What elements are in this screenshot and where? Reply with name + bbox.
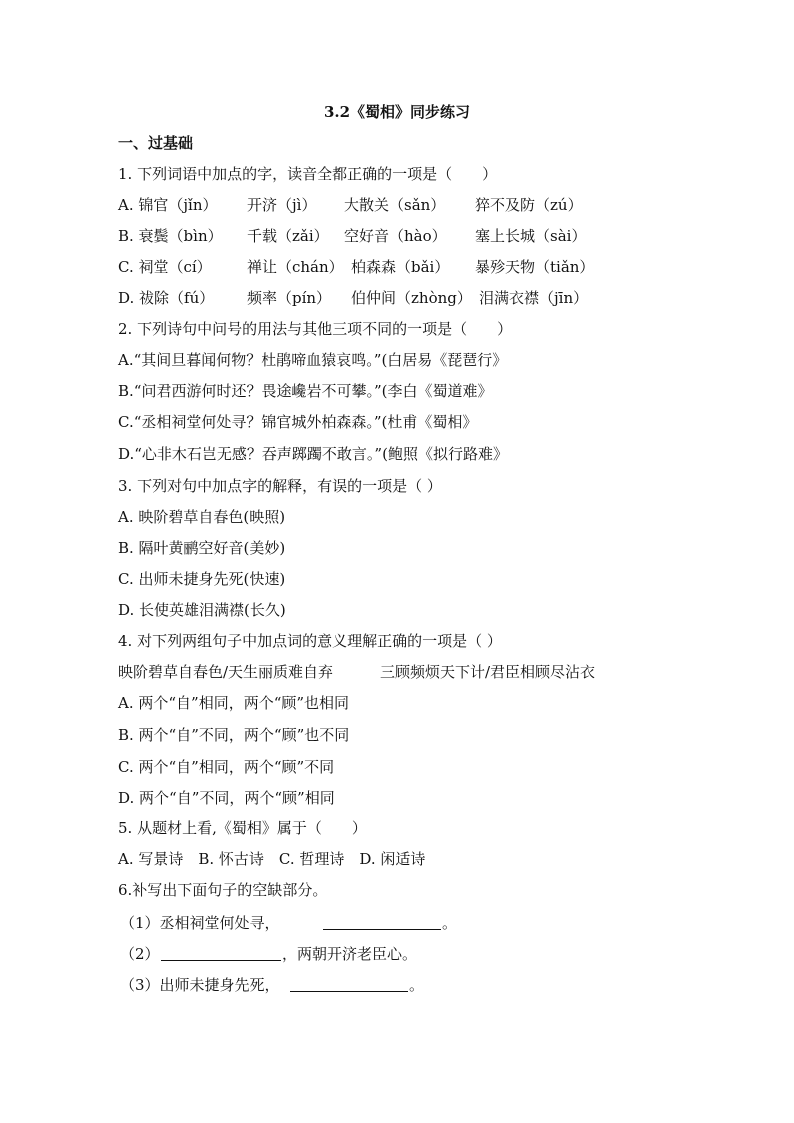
- question-3-option-d: D. 长使英雄泪满襟(长久): [118, 601, 286, 619]
- option-a-word-1: A. 锦官（jǐn）: [118, 196, 218, 214]
- option-b-word-2: 千载（zǎi）: [247, 227, 329, 245]
- option-c-word-4: 暴殄天物（tiǎn）: [475, 258, 595, 276]
- option-c-word-2: 禅让（chán）: [247, 258, 344, 276]
- question-1-stem: 1. 下列词语中加点的字，读音全都正确的一项是（ ）: [118, 165, 498, 183]
- question-4-option-b: B. 两个“自”不同，两个“顾”也不同: [118, 726, 350, 744]
- question-4-group-1: 映阶碧草自春色/天生丽质难自弃: [118, 663, 334, 681]
- fill-in-item-2-prefix: （2）: [120, 945, 160, 963]
- question-4-group-2: 三顾频烦天下计/君臣相顾尽沾衣: [380, 663, 596, 681]
- section-heading: 一、过基础: [118, 134, 194, 152]
- fill-in-blank-2[interactable]: [161, 946, 281, 961]
- option-c-word-1: C. 祠堂（cí）: [118, 258, 212, 276]
- question-4-option-c: C. 两个“自”相同，两个“顾”不同: [118, 758, 335, 776]
- question-3-stem: 3. 下列对句中加点字的解释，有误的一项是（ ）: [118, 477, 442, 495]
- page-title: 3.2《蜀相》同步练习: [323, 103, 471, 121]
- question-4-option-d: D. 两个“自”不同，两个“顾”相同: [118, 789, 335, 807]
- option-a-word-3: 大散关（sǎn）: [344, 196, 446, 214]
- question-3-option-a: A. 映阶碧草自春色(映照): [118, 508, 286, 526]
- option-d-word-4: 泪满衣襟（jīn）: [479, 289, 589, 307]
- option-b-word-4: 塞上长城（sài）: [475, 227, 587, 245]
- fill-in-item-3-suffix: 。: [409, 976, 425, 994]
- question-5-options: A. 写景诗 B. 怀古诗 C. 哲理诗 D. 闲适诗: [118, 850, 426, 868]
- question-5-stem: 5. 从题材上看,《蜀相》属于（ ）: [118, 819, 367, 837]
- question-6-stem: 6.补写出下面句子的空缺部分。: [118, 881, 328, 899]
- option-b-word-3: 空好音（hào）: [344, 227, 447, 245]
- option-b-word-1: B. 衰鬓（bìn）: [118, 227, 223, 245]
- option-d-word-2: 频率（pín）: [247, 289, 332, 307]
- question-2-option-b: B.“问君西游何时还？畏途巉岩不可攀。”(李白《蜀道难》: [118, 382, 493, 400]
- fill-in-blank-3[interactable]: [290, 977, 408, 992]
- option-d-word-1: D. 祓除（fú）: [118, 289, 215, 307]
- fill-in-item-3-prefix: （3）出师未捷身先死，: [120, 976, 280, 994]
- fill-in-item-1-suffix: 。: [442, 914, 458, 932]
- question-3-option-b: B. 隔叶黄鹂空好音(美妙): [118, 539, 286, 557]
- fill-in-blank-1[interactable]: [323, 915, 441, 930]
- option-d-word-3: 伯仲间（zhòng）: [351, 289, 472, 307]
- fill-in-item-2-suffix: ，两朝开济老臣心。: [282, 945, 418, 963]
- question-2-stem: 2. 下列诗句中问号的用法与其他三项不同的一项是（ ）: [118, 320, 513, 338]
- option-a-word-4: 猝不及防（zú）: [475, 196, 583, 214]
- fill-in-item-1-prefix: （1）丞相祠堂何处寻，: [120, 914, 280, 932]
- question-3-option-c: C. 出师未捷身先死(快速): [118, 570, 286, 588]
- question-2-option-c: C.“丞相祠堂何处寻？锦官城外柏森森。”(杜甫《蜀相》: [118, 413, 478, 431]
- question-4-option-a: A. 两个“自”相同，两个“顾”也相同: [118, 694, 350, 712]
- question-2-option-d: D.“心非木石岂无感？吞声踯躅不敢言。”(鲍照《拟行路难》: [118, 445, 508, 463]
- option-a-word-2: 开济（jì）: [247, 196, 317, 214]
- question-4-stem: 4. 对下列两组句子中加点词的意义理解正确的一项是（ ）: [118, 632, 502, 650]
- option-c-word-3: 柏森森（bǎi）: [351, 258, 450, 276]
- question-2-option-a: A.“其间旦暮闻何物？杜鹃啼血猿哀鸣。”(白居易《琵琶行》: [118, 351, 508, 369]
